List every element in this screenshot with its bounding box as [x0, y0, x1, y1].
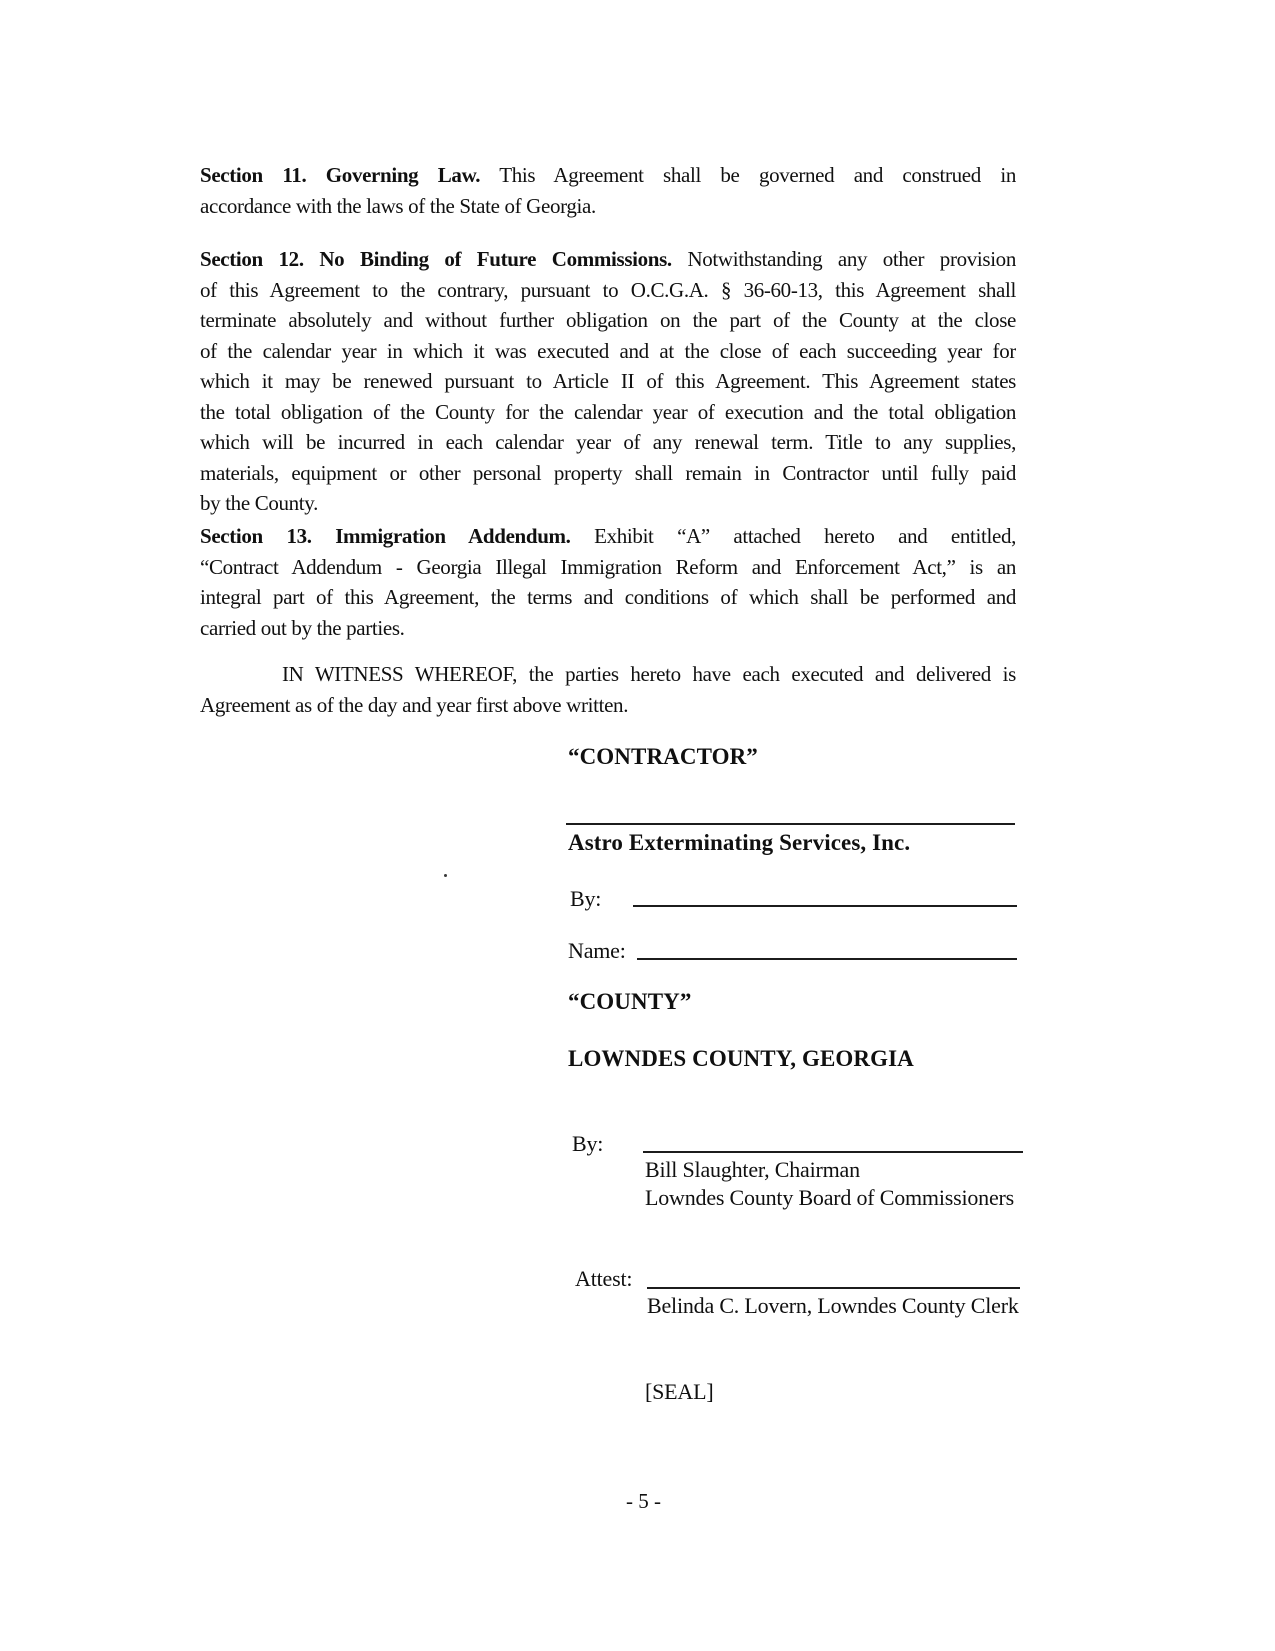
by-signature-line [633, 905, 1017, 907]
section-13-paragraph [200, 521, 1016, 643]
section-12-line: of this Agreement to the contrary, pursuant to O.C.G.A. § 36-60-13, this Agreement shall [200, 277, 1016, 302]
section-11-line: accordance with the laws of the State of Georgia. [200, 193, 596, 218]
section-13-line [200, 521, 1016, 552]
section-11-paragraph [200, 160, 1016, 221]
section-11-text: This Agreement shall be governed and construed in [499, 163, 1016, 187]
by-label: By: [570, 886, 602, 911]
section-13-text: Exhibit “A” attached hereto and entitled, [594, 524, 1016, 548]
contractor-name: Astro Exterminating Services, Inc. [568, 830, 911, 855]
section-13-heading: Section 13. Immigration Addendum. [200, 524, 571, 548]
section-12-heading: Section 12. No Binding of Future Commissions. [200, 247, 672, 271]
county-by-label: By: [572, 1131, 604, 1156]
county-signer-title: Lowndes County Board of Commissioners [645, 1185, 1015, 1210]
county-heading: “COUNTY” [568, 989, 692, 1014]
witness-line: Agreement as of the day and year first above written. [200, 692, 629, 717]
county-by-signature-line [643, 1151, 1023, 1153]
section-12-line: of the calendar year in which it was executed and at the close of each succeeding year for [200, 338, 1016, 363]
section-12-line: which it may be renewed pursuant to Article II of this Agreement. This Agreement states [200, 369, 1016, 393]
section-11-line [200, 160, 1016, 191]
section-13-line: carried out by the parties. [200, 615, 405, 640]
section-11-heading: Section 11. Governing Law. [200, 163, 481, 187]
witness-line: IN WITNESS WHEREOF, the parties hereto have each executed and delivered is [282, 662, 1016, 686]
county-signer-name: Bill Slaughter, Chairman [645, 1157, 860, 1182]
contractor-heading: “CONTRACTOR” [568, 744, 758, 769]
section-12-text: Notwithstanding any other provision [687, 247, 1016, 271]
attest-signer-name: Belinda C. Lovern, Lowndes County Clerk [647, 1293, 1019, 1318]
seal-placeholder: [SEAL] [645, 1379, 714, 1404]
stray-scan-mark [444, 874, 447, 877]
section-12-line: which will be incurred in each calendar year of any renewal term. Title to any supplies, [200, 430, 1016, 454]
attest-signature-line [647, 1287, 1020, 1289]
section-13-line: integral part of this Agreement, the terms and conditions of which shall be performed and [200, 585, 1016, 609]
name-label: Name: [568, 938, 626, 963]
page-number: - 5 - [626, 1489, 661, 1513]
section-12-line: the total obligation of the County for the calendar year of execution and the total obligation [200, 399, 1016, 424]
name-signature-line [637, 958, 1017, 960]
section-12-paragraph [200, 244, 1016, 519]
section-12-line: terminate absolutely and without further obligation on the part of the County at the close [200, 308, 1016, 332]
section-12-line: materials, equipment or other personal property shall remain in Contractor until fully paid [200, 460, 1016, 485]
section-12-line: by the County. [200, 491, 318, 515]
attest-label: Attest: [575, 1266, 633, 1291]
section-12-line [200, 244, 1016, 275]
section-13-line: “Contract Addendum - Georgia Illegal Immigration Reform and Enforcement Act,” is an [200, 554, 1016, 579]
witness-paragraph [200, 659, 1016, 720]
contractor-signature-line [566, 823, 1015, 825]
county-signer-block [645, 1156, 1014, 1212]
county-name: LOWNDES COUNTY, GEORGIA [568, 1046, 914, 1071]
